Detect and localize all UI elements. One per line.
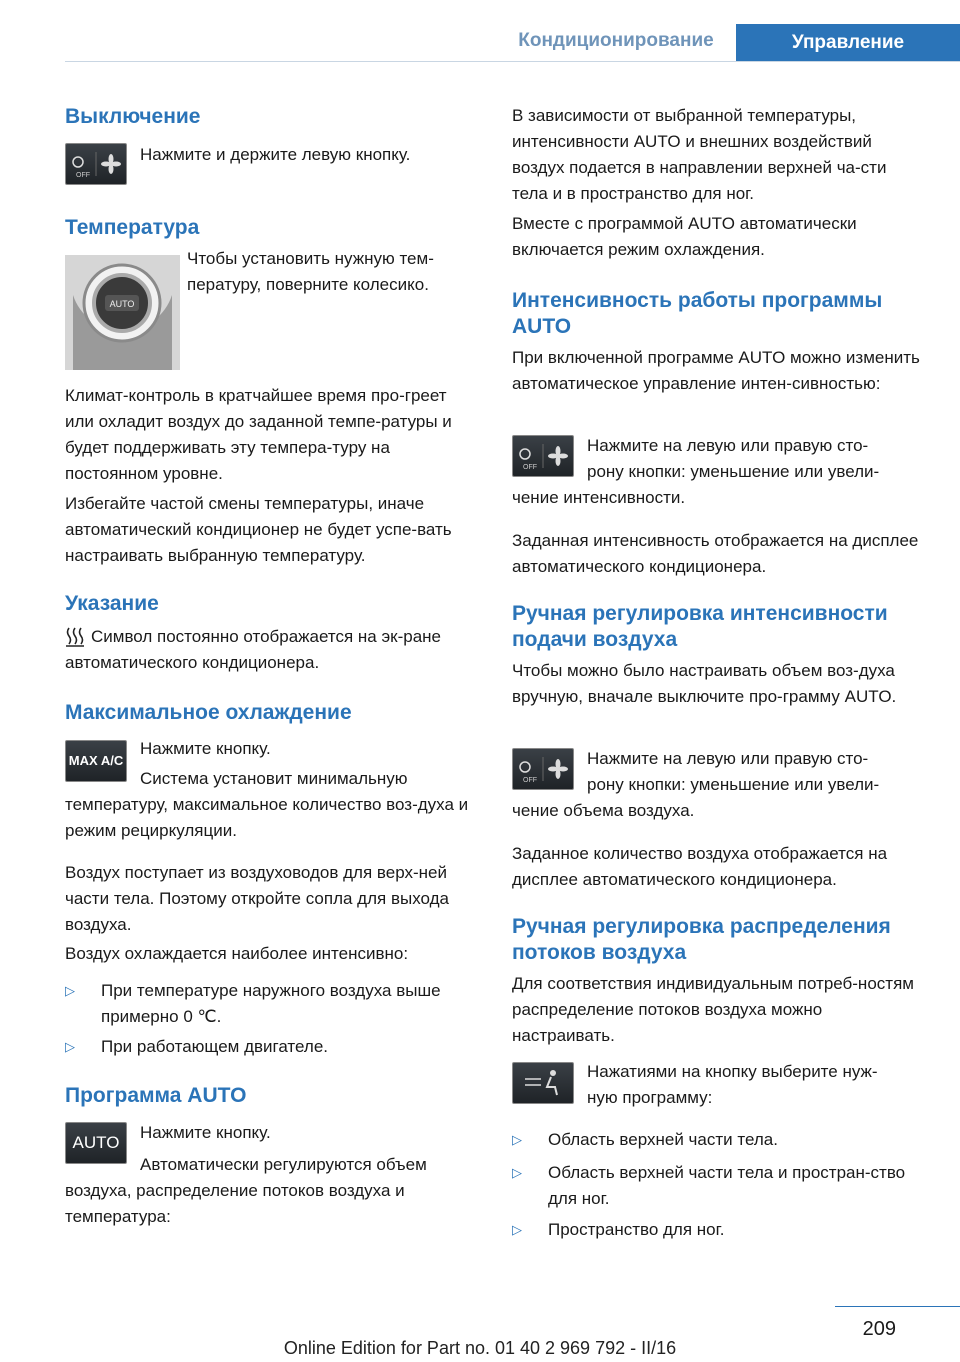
heading-max-cooling: Максимальное охлаждение bbox=[65, 701, 352, 724]
max-paragraph-2: Воздух охлаждается наиболее интенсивно: bbox=[65, 944, 409, 963]
max-line-3: температуру, максимальное количество воз-духа и режим рециркуляции. bbox=[65, 795, 469, 840]
manual-air-btn-line-3: чение объема воздуха. bbox=[512, 801, 695, 820]
intensity-paragraph-2: Заданная интенсивность отображается на дисплее автоматического кондиционера. bbox=[512, 531, 919, 576]
auto-line-2: Автоматически регулируются объем bbox=[140, 1155, 427, 1174]
page-footer bbox=[0, 1300, 960, 1362]
heading-auto-program: Программа AUTO bbox=[65, 1084, 247, 1107]
auto-line-3: воздуха, распределение потоков воздуха и температура: bbox=[65, 1181, 405, 1226]
section-title: Кондиционирование bbox=[518, 30, 714, 51]
temp-paragraph-1: Климат-контроль в кратчайшее время про-греет или охладит воздух до заданной темпе-ратуры и будет поддерживать эту темпера-туру на постоянном уровне. bbox=[65, 386, 452, 483]
temp-text-1: Чтобы установить нужную тем- bbox=[187, 249, 434, 268]
footer-rule bbox=[835, 1306, 960, 1307]
max-paragraph-1: Воздух поступает из воздуховодов для верх-ней части тела. Поэтому откройте сопла для выхода воздуха. bbox=[65, 863, 449, 934]
wheel-auto-label: AUTO bbox=[109, 299, 135, 309]
triangle-bullet-icon: ▷ bbox=[65, 983, 75, 998]
fan-off-button-image bbox=[65, 143, 127, 185]
manual-air-paragraph-1: Чтобы можно было настраивать объем воз-духа вручную, вначале выключите про-грамму AUTO. bbox=[512, 661, 897, 706]
triangle-bullet-icon: ▷ bbox=[512, 1222, 522, 1237]
page-header bbox=[0, 0, 960, 62]
page-number: 209 bbox=[862, 1318, 896, 1340]
manual-dist-paragraph-1: Для соответствия индивидуальным потреб-ностям распределение потоков воздуха можно настраивать. bbox=[512, 974, 914, 1045]
intensity-btn-line-1: Нажмите на левую или правую сто- bbox=[587, 436, 869, 455]
auto-paragraph-2: Вместе с программой AUTO автоматически включается режим охлаждения. bbox=[512, 214, 857, 259]
heading-manual-air: Ручная регулировка интенсивности подачи воздуха bbox=[512, 602, 888, 651]
manual-dist-btn-line-1: Нажатиями на кнопку выберите нуж- bbox=[587, 1062, 878, 1081]
svg-text:OFF: OFF bbox=[523, 777, 537, 784]
manual-dist-btn-line-2: ную программу: bbox=[587, 1088, 713, 1107]
svg-text:OFF: OFF bbox=[523, 464, 537, 471]
max-line-2: Система установит минимальную bbox=[140, 769, 408, 788]
air-distribution-button-image bbox=[512, 1062, 574, 1104]
heading-manual-distribution: Ручная регулировка распределения потоков воздуха bbox=[512, 915, 891, 964]
intensity-btn-line-2: рону кнопки: уменьшение или увели- bbox=[587, 462, 880, 481]
chapter-tab bbox=[736, 24, 960, 62]
heading-off: Выключение bbox=[65, 105, 201, 128]
intensity-btn-line-3: чение интенсивности. bbox=[512, 488, 686, 507]
heading-note: Указание bbox=[65, 592, 159, 615]
temperature-wheel-image bbox=[65, 255, 180, 370]
edition-note: Online Edition for Part no. 01 40 2 969 792 - II/16 bbox=[283, 1338, 677, 1358]
manual-air-btn-line-2: рону кнопки: уменьшение или увели- bbox=[587, 775, 880, 794]
header-rule bbox=[65, 61, 960, 62]
auto-line-1: Нажмите кнопку. bbox=[140, 1123, 271, 1142]
fan-button-image bbox=[512, 435, 574, 477]
temp-paragraph-2: Избегайте частой смены температуры, иначе автоматический кондиционер не будет успе-вать настраивать выбранную температуру. bbox=[65, 494, 452, 565]
heading-temperature: Температура bbox=[65, 216, 200, 239]
fan-button-image bbox=[512, 748, 574, 790]
svg-text:OFF: OFF bbox=[76, 172, 90, 179]
max-line-1: Нажмите кнопку. bbox=[140, 739, 271, 758]
triangle-bullet-icon: ▷ bbox=[512, 1165, 522, 1180]
triangle-bullet-icon: ▷ bbox=[512, 1132, 522, 1147]
manual-air-paragraph-2: Заданное количество воздуха отображается на дисплее автоматического кондиционера. bbox=[512, 844, 888, 889]
manual-air-btn-line-1: Нажмите на левую или правую сто- bbox=[587, 749, 869, 768]
auto-paragraph-1: В зависимости от выбранной температуры, интенсивности AUTO и внешних воздействий воздух подается в направлении верхней ча-сти тела и в пространство для ног. bbox=[512, 106, 887, 203]
intensity-paragraph-1: При включенной программе AUTO можно изменить автоматическое управление интен-сивностью: bbox=[512, 348, 920, 393]
max-ac-button-image: MAX A/C bbox=[65, 740, 127, 782]
triangle-bullet-icon: ▷ bbox=[65, 1039, 75, 1054]
note-text: Символ постоянно отображается на эк-ране автоматического кондиционера. bbox=[65, 627, 442, 672]
temp-text-2: пературу, поверните колесико. bbox=[187, 275, 429, 294]
chapter-tab-label: Управление bbox=[791, 32, 905, 53]
auto-button-image: AUTO bbox=[65, 1122, 127, 1164]
off-text: Нажмите и держите левую кнопку. bbox=[140, 145, 411, 164]
heading-intensity: Интенсивность работы программы AUTO bbox=[512, 289, 883, 338]
